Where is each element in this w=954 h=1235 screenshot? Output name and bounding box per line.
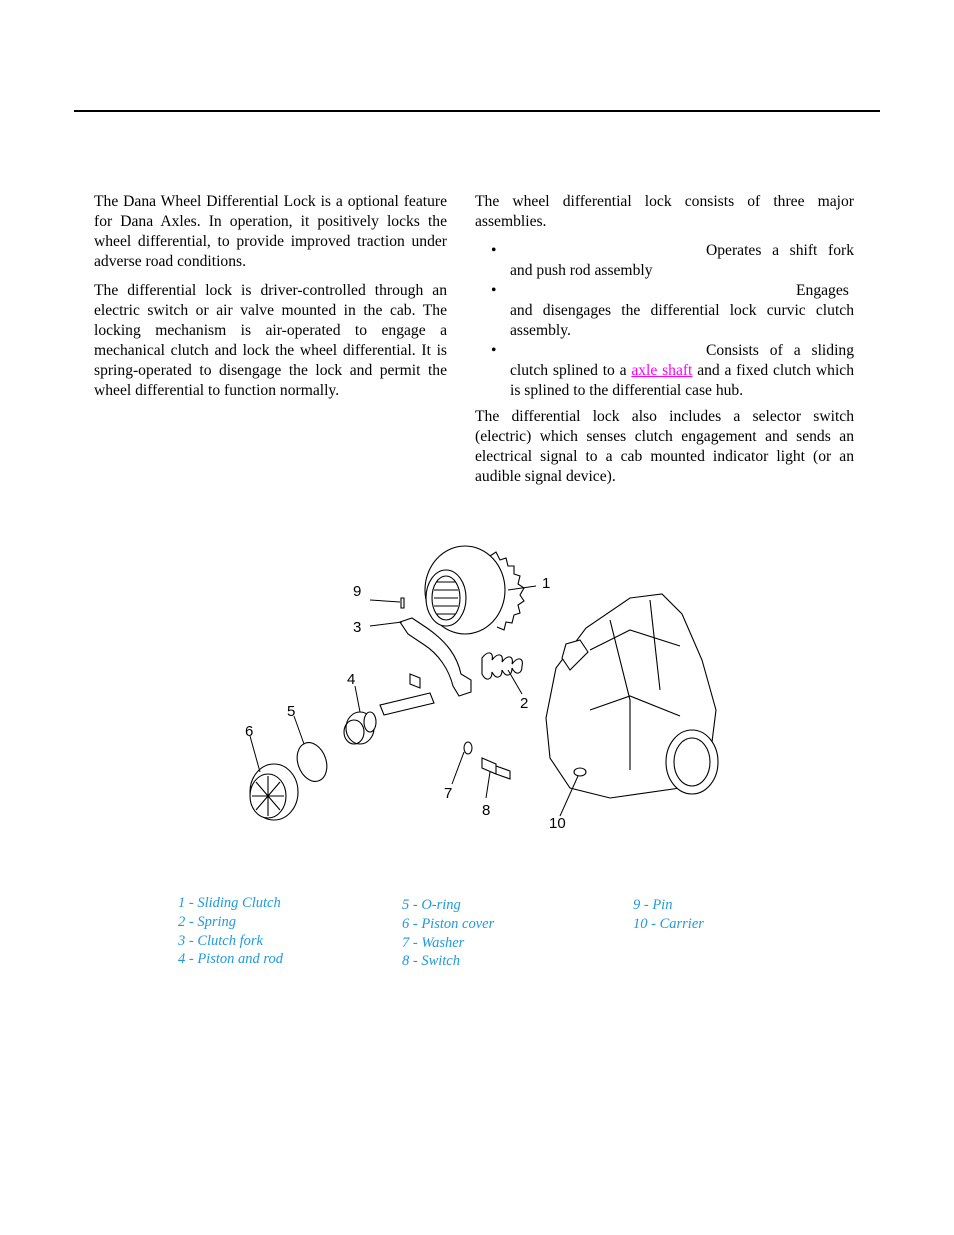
- callout-3: 3: [353, 619, 362, 636]
- callout-2: 2: [520, 695, 529, 712]
- pin-part: [401, 598, 404, 608]
- bullet-icon: •: [491, 342, 497, 359]
- legend-item: 6 - Piston cover: [402, 915, 495, 932]
- list-item-text: Operates a shift fork and push rod assembly: [510, 242, 854, 279]
- callout-10: 10: [549, 815, 566, 832]
- legend-item: 7 - Washer: [402, 934, 465, 951]
- washer-part: [464, 742, 472, 754]
- legend-item: 10 - Carrier: [633, 915, 704, 932]
- assemblies-column: [475, 192, 854, 496]
- legend-item: 3 - Clutch fork: [178, 932, 263, 949]
- legend-item: 1 - Sliding Clutch: [178, 895, 281, 911]
- list-item-text: Consists of a sliding clutch splined to a: [510, 342, 854, 379]
- callout-6: 6: [245, 723, 254, 740]
- assemblies-list: [475, 241, 854, 401]
- axle-shaft-link[interactable]: axle shaft: [631, 362, 693, 379]
- list-item: [475, 341, 854, 401]
- assemblies-closing: The differential lock also includes a selector switch (electric) which senses clutch engagement and sends an electrical signal to a cab mounted indicator light (or an audible signal device).: [475, 408, 854, 485]
- callout-7: 7: [444, 785, 453, 802]
- legend-item: 5 - O-ring: [402, 897, 461, 913]
- legend-item: 4 - Piston and rod: [178, 951, 283, 968]
- o-ring-part: [292, 738, 332, 785]
- legend-column-3: [633, 896, 704, 934]
- callout-1: 1: [542, 575, 551, 592]
- bullet-icon: •: [491, 242, 497, 259]
- piston-cover-part: [250, 764, 298, 820]
- spring-part: [482, 653, 522, 679]
- switch-part: [482, 758, 510, 779]
- legend-item: 8 - Switch: [402, 953, 460, 970]
- legend-column-2: [402, 896, 494, 971]
- list-item-text: Engages and disengages the differential lock curvic clutch assembly.: [510, 282, 854, 339]
- list-item-text: and a fixed clutch which is splined to the differential case hub.: [510, 362, 854, 399]
- callout-4: 4: [347, 671, 356, 688]
- diagram-parts: [250, 546, 718, 820]
- intro-column: [94, 192, 447, 410]
- assemblies-intro: The wheel differential lock consists of three major assemblies.: [475, 193, 854, 230]
- intro-paragraph-2: The differential lock is driver-controlled through an electric switch or air valve mounted in the cab. The locking mechanism is air-operated to engage a mechanical clutch and lock the wheel differential. It is spring-operated to disengage the lock and permit the wheel differential to function normally.: [94, 282, 447, 399]
- list-item: [475, 281, 854, 341]
- header-rule: [74, 110, 880, 112]
- legend-item: 2 - Spring: [178, 913, 236, 930]
- list-item: [475, 241, 854, 281]
- exploded-diagram: [230, 540, 730, 840]
- legend-column-1: [178, 894, 283, 969]
- intro-paragraph-1: The Dana Wheel Differential Lock is a optional feature for Dana Axles. In operation, it positively locks the wheel differential, to provide improved traction under adverse road conditions.: [94, 193, 447, 270]
- callout-8: 8: [482, 802, 491, 819]
- legend-item: 9 - Pin: [633, 897, 673, 913]
- callout-5: 5: [287, 703, 296, 720]
- bullet-icon: •: [491, 282, 497, 299]
- callout-9: 9: [353, 583, 362, 600]
- carrier-part: [546, 594, 718, 798]
